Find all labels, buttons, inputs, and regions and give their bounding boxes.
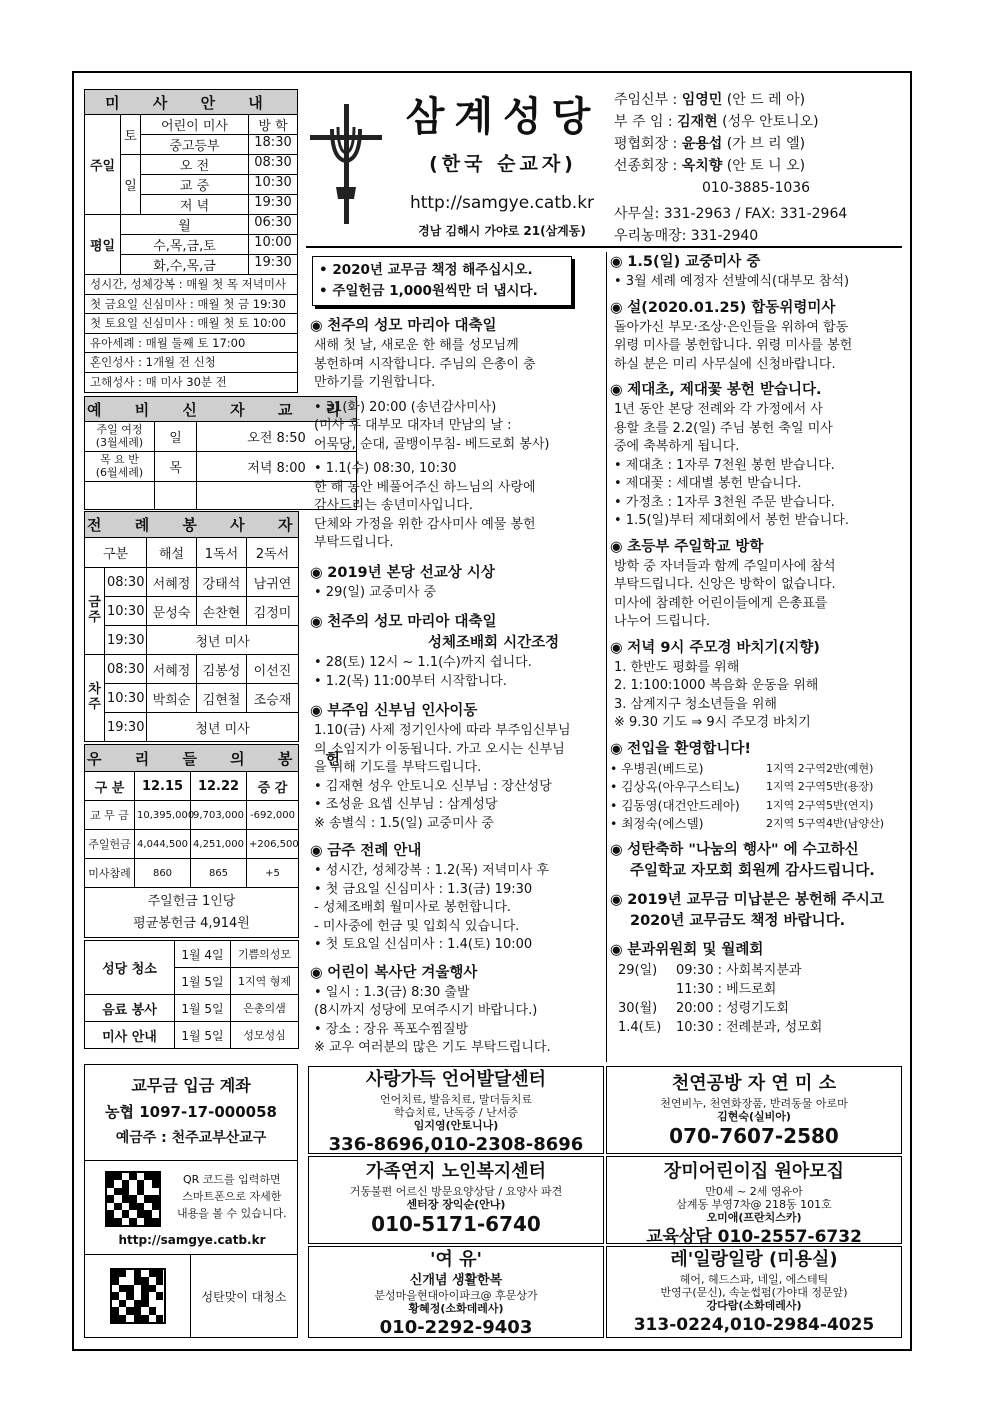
ads-5-p: 313-0224,010-2984-4025 (633, 1315, 875, 1335)
ad-daycare (606, 1156, 902, 1247)
ads-5-t: 레'일랑일랑 (미용실) (670, 1249, 838, 1270)
liturgy-b-0-2: 김봉성 (197, 655, 247, 684)
mass-notes-2: 첫 토요일 신심미사 : 매월 첫 토 10:00 (85, 314, 297, 334)
mass-rows-0-0: 어린이 미사 (141, 115, 249, 134)
catechumen-rows-1-3: 저녁 8:00 (197, 452, 357, 482)
duty-guide: 미사 안내 (85, 1022, 175, 1049)
offering-rows-1-3: +206,500 (247, 830, 299, 859)
mass-rows-4-0: 저 녁 (141, 195, 249, 214)
col1-5-body: 1.10(금) 사제 정기인사에 따라 부주임신부님 의 소임지가 이동됩니다. 가고 오시는 신부님 을 위해 기도를 부탁드립니다. • 김재현 성우 안토니오 신부님 : 장산성당 • 조성윤 요셉 신부님 : 삼계성당 ※ 송별식 : 1.5(일) 교중미사 중 (314, 723, 571, 831)
duty-rows-1-0: 1월 5일 (175, 968, 231, 995)
mass-notes-1: 첫 금요일 신심미사 : 매월 첫 금 19:30 (85, 295, 297, 315)
mass-notes-4: 혼인성사 : 1개월 전 신청 (85, 353, 297, 373)
staff-0-role: 주임신부 : (614, 92, 678, 108)
catechumen-rows-0-1: (3월세례) (95, 435, 144, 449)
liturgy-b-1-0: 10:30 (105, 684, 147, 713)
liturgy-head-0: 구분 (85, 538, 147, 568)
col2-7-title2: 2020년 교무금도 책정 바랍니다. (630, 912, 846, 929)
bank-acct: 농협 1097-17-000058 (105, 1103, 277, 1121)
liturgy-head-1: 해설 (147, 538, 197, 568)
ads-0-t: 사랑가득 언어발달센터 (365, 1069, 547, 1090)
mass-sun_label: 주일 (85, 115, 121, 215)
liturgy-head-3: 2독서 (247, 538, 299, 568)
col2-0-title: ◉ 1.5(일) 교중미사 중 (610, 252, 902, 273)
catechumen-rows-1-0: 목 요 반 (100, 452, 139, 466)
offering-avg1: 주일헌금 1인당 (147, 893, 236, 909)
liturgy-b-1-3: 조승재 (247, 684, 299, 713)
church-subtitle: (한국 순교자) (429, 153, 577, 175)
offering-head-0: 구 분 (85, 772, 135, 801)
col2-5-list-3-1: 2지역 5구역4반(남양산) (766, 817, 885, 830)
mass-sat: 토 (121, 115, 141, 155)
col1-notices (310, 316, 602, 1058)
ads-0-n: 임지영(안토니나) (413, 1119, 499, 1132)
staff-list (614, 89, 904, 247)
col2-5-title: ◉ 전입을 환영합니다! (610, 739, 902, 760)
col2-6-title: ◉ 성탄축하 "나눔의 행사" 에 수고하신 (610, 840, 902, 861)
ads-0-p: 336-8696,010-2308-8696 (328, 1134, 584, 1155)
liturgy-b-0-0: 08:30 (105, 655, 147, 684)
col2-notices (610, 252, 902, 1037)
qr-code-icon[interactable] (105, 1171, 161, 1227)
mass-notes-5: 고해성사 : 매 미사 30분 전 (90, 374, 227, 389)
ads-4-s2: 신개념 생활한복 (409, 1273, 503, 1288)
ads-4-n: 황혜정(소화데레사) (408, 1302, 504, 1315)
ad-hair-salon (606, 1246, 902, 1338)
col1-1-body: • 31(화) 20:00 (송년감사미사) (미사 후 대부모 대자녀 만남의 날 : 어묵당, 순대, 골뱅이무침- 베드로회 봉사) (314, 399, 550, 452)
mass-title: 미 사 안 내 (85, 90, 298, 115)
staff-3-saint: (안 토 니 오) (726, 158, 806, 174)
liturgy-a-1-3: 김정미 (247, 597, 299, 626)
catechumen-rows-1-2: 목 (155, 452, 197, 482)
duty-rows-2-0: 1월 5일 (175, 995, 231, 1022)
mass-rows-3-1: 10:30 (254, 175, 292, 190)
col2-5-list-0-1: 1지역 2구역2반(예현) (766, 761, 874, 775)
ads-3-s: 만0세 ~ 2세 영유아 삼계동 부영7차@ 218동 101호 (676, 1185, 832, 1211)
ads-2-p: 010-5171-6740 (371, 1212, 541, 1236)
ads-1-t: 천연공방 자 연 미 소 (671, 1073, 837, 1094)
col2-8-title: ◉ 분과위원회 및 월례회 (610, 940, 902, 961)
mass-rows-1-1: 18:30 (254, 135, 292, 150)
ads-5-s: 헤어, 헤드스파, 네일, 에스테틱 반영구(문신), 속눈썹펌(가야대 정문앞) (660, 1273, 848, 1299)
ad-language-center (308, 1066, 604, 1154)
staff_phone: 010-3885-1036 (702, 180, 811, 196)
header (306, 89, 902, 243)
offering-rows-0-1: 10,395,000 (135, 801, 191, 830)
col2-1-title: ◉ 설(2020.01.25) 합동위령미사 (610, 298, 902, 319)
ads-1-n: 김현숙(실비아) (717, 1110, 791, 1123)
offering-avg2: 평균봉헌금 4,914원 (133, 915, 250, 931)
ads-2-n: 센터장 장익순(안나) (406, 1198, 506, 1211)
liturgy-youth: 청년 미사 (147, 713, 299, 742)
col2-5-list-1-1: 1지역 2구역5반(용장) (766, 780, 874, 793)
ads-2-t: 가족연지 노인복지센터 (365, 1161, 547, 1182)
col1-4-title: ◉ 천주의 성모 마리아 대축일 (310, 612, 602, 633)
catechumen-rows-0-3: 오전 8:50 (197, 422, 357, 452)
liturgy-title: 전 례 봉 사 자 (85, 512, 299, 538)
col2-5-list-1-0: • 김상옥(아우구스티노) (610, 779, 740, 794)
liturgy-head-2: 1독서 (197, 538, 247, 568)
mass-weekday_rows-1-1: 10:00 (254, 235, 292, 250)
col2-1-body: 돌아가신 부모·조상·은인들을 위하여 합동 위령 미사를 봉헌합니다. 위령 미사를 봉헌 하실 분은 미리 사무실에 신청바랍니다. (614, 319, 853, 372)
liturgy-a-0-1: 서혜정 (147, 568, 197, 597)
col2-3-title: ◉ 초등부 주일학교 방학 (610, 537, 902, 558)
staff-1-role: 부 주 임 : (614, 114, 673, 130)
header-divider (306, 246, 902, 248)
ads-4-s: 분성마을현대아이파크@ 후문상가 (374, 1289, 538, 1302)
col2-4-title: ◉ 저녁 9시 주모경 바치기(지향) (610, 638, 902, 659)
col1-7-body: • 일시 : 1.3(금) 8:30 출발 (8시까지 성당에 모여주시기 바랍니다.) • 장소 : 장유 폭포수찜질방 ※ 교우 여러분의 많은 기도 부탁드립니다. (314, 984, 551, 1055)
qr-text: QR 코드를 입력하면 스마트폰으로 자세한 내용을 볼 수 있습니다. (177, 1173, 287, 1220)
ads-1-p: 070-7607-2580 (669, 1124, 839, 1148)
col1-4-body: • 28(토) 12시 ~ 1.1(수)까지 쉽니다. • 1.2(목) 11:00부터 시작합니다. (314, 655, 532, 689)
col2-5-list-3-0: • 최정숙(에스델) (610, 816, 704, 831)
duty-rows-2-1: 은총의샘 (231, 995, 299, 1022)
mass-weekday_rows-2-1: 19:30 (254, 255, 292, 270)
offering-head-2: 12.22 (191, 772, 247, 801)
ads-0-s: 언어치료, 발음치료, 말더듬치료 학습치료, 난독증 / 난서증 (379, 1093, 533, 1119)
col2-4-body: 1. 한반도 평화를 위해 2. 1:100:1000 복음화 운동을 위해 3. 삼계지구 청소년들을 위해 ※ 9.30 기도 ⇒ 9시 주모경 바치기 (614, 659, 819, 730)
offering-rows-1-0: 주일헌금 (85, 830, 135, 859)
mass-rows-2-1: 08:30 (254, 155, 292, 170)
staff-0-saint: (안 드 레 아) (726, 92, 806, 108)
duty-rows-0-0: 1월 4일 (175, 941, 231, 968)
col2-8-sched-2-0: 30(월) (618, 1000, 658, 1016)
col2-7-title: ◉ 2019년 교무금 미납분은 봉헌해 주시고 (610, 890, 902, 911)
mass-weekday_rows-2-0: 화,수,목,금 (121, 255, 249, 274)
offering-rows-0-3: -692,000 (247, 801, 299, 830)
staff-1-saint: (성우 안토니오) (722, 114, 819, 130)
liturgy-a-1-1: 문성숙 (147, 597, 197, 626)
liturgy-a-1-2: 손찬현 (197, 597, 247, 626)
mass-weekday_rows-1-0: 수,목,금,토 (121, 235, 249, 254)
ads-2-s: 거동불편 어르신 방문요양상담 / 요양사 파견 (349, 1185, 563, 1198)
mass-notes-3: 유아세례 : 매월 둘째 토 17:00 (85, 334, 297, 354)
liturgy-a-0-2: 강태석 (197, 568, 247, 597)
col1-0-body: 새해 첫 날, 새로운 한 해를 성모님께 봉헌하며 시작합니다. 주님의 은총이 충 만하기를 기원합니다. (314, 338, 536, 390)
col2-2-body: 1년 동안 본당 전례와 각 가정에서 사 용할 초를 2.2(일) 주님 봉헌 축일 미사 중에 축복하게 됩니다. • 제대초 : 1자루 7천원 봉헌 받습니다. • 제대꽃 : 세대별 봉헌 받습니다. • 가정초 : 1자루 3천원 주문 받습니다. • 1.5(일)부터 제대회에서 봉헌 받습니다. (614, 402, 849, 528)
mass-weekday_rows-0-1: 06:30 (254, 215, 292, 230)
col2-5-list-0-0: • 우병권(베드로) (610, 760, 704, 776)
col1-5-title: ◉ 부주임 신부님 인사이동 (310, 701, 602, 722)
mass-weekday_rows-0-0: 월 (121, 215, 249, 234)
col2-5-list-2-0: • 김동영(대건안드레아) (610, 797, 740, 813)
duty-rows-1-1: 1지역 형제 (231, 968, 299, 995)
liturgy-a-1-0: 10:30 (105, 597, 147, 626)
offering-rows-2-2: 865 (191, 859, 247, 888)
church-address: 경남 김해시 가야로 21(삼계동) (418, 224, 586, 238)
notice_box-1: • 주일헌금 1,000원씩만 더 냅시다. (319, 283, 538, 299)
duty-table (84, 940, 298, 1049)
staff-1-name: 김재현 (677, 114, 718, 130)
bank-box (84, 1064, 298, 1338)
col2-8-sched-3-0: 1.4(토) (618, 1019, 662, 1035)
bank-title: 교무금 입금 계좌 (131, 1076, 251, 1095)
duty-drink: 음료 봉사 (85, 995, 175, 1022)
offering-rows-0-0: 교 무 금 (85, 801, 135, 830)
col1-0-title: ◉ 천주의 성모 마리아 대축일 (310, 316, 602, 337)
liturgy-b-1-1: 박희순 (147, 684, 197, 713)
ad-natural-smile (606, 1066, 902, 1154)
liturgy-a-0-3: 남귀연 (247, 568, 299, 597)
duty-rows-3-1: 성모성심 (231, 1022, 299, 1049)
col2-8-sched-1-0 (610, 980, 676, 999)
mass-rows-3-0: 교 중 (141, 175, 249, 194)
liturgy-a-0-0: 08:30 (105, 568, 147, 597)
ads-1-s: 천연비누, 천연화장품, 반려동물 아로마 (660, 1097, 848, 1110)
qr-chat: 성탄맞이 대청소 (201, 1289, 287, 1304)
staff-2-role: 평협회장 : (614, 136, 678, 152)
staff-2-saint: (가 브 리 엘) (726, 136, 806, 152)
col2-5-list-2-1: 1지역 2구역5반(연지) (766, 798, 874, 812)
ads-3-t: 장미어린이집 원아모집 (663, 1161, 845, 1182)
col2-6-title2: 주일학교 자모회 회원께 감사드립니다. (630, 862, 875, 879)
col2-0-body: • 3월 세례 예정자 선발예식(대부모 참석) (614, 274, 850, 289)
ads-3-p: 교육상담 010-2557-6732 (646, 1227, 862, 1247)
col1-3-title: ◉ 2019년 본당 선교상 시상 (310, 563, 602, 584)
col1-3-body: • 29(일) 교중미사 중 (314, 584, 437, 600)
liturgy-youth: 청년 미사 (147, 626, 299, 655)
chat-qr-icon[interactable] (110, 1268, 166, 1324)
col1-4-sub: 성체조배회 시간조정 (428, 635, 560, 651)
liturgy-table (84, 511, 307, 742)
offering-rows-2-1: 860 (135, 859, 191, 888)
staff-3-role: 선종회장 : (614, 158, 678, 174)
col2-8-sched-0-1: 09:30 : 사회복지분과 (676, 962, 802, 978)
bank-holder: 예금주 : 천주교부산교구 (115, 1130, 267, 1146)
col2-8-sched-3-1: 10:30 : 전례분과, 성모회 (676, 1019, 823, 1035)
ads-3-n: 오미애(프란치스카) (706, 1211, 802, 1224)
col2-8-sched-0-0: 29(일) (618, 962, 658, 978)
col1-2-body: • 1.1(수) 08:30, 10:30 한 해 동안 베풀어주신 하느님의 사랑에 감사드리는 송년미사입니다. 단체와 가정을 위한 감사미사 예물 봉헌 부탁드립니다. (314, 461, 536, 550)
mass-schedule (84, 89, 298, 393)
offering-rows-1-2: 4,251,000 (191, 830, 247, 859)
catechumen-rows-1-1: (6월세례) (95, 465, 144, 479)
catechumen-title: 예 비 신 자 교 리 (85, 397, 357, 422)
col2-8-sched-1-1: 11:30 : 베드로회 (676, 981, 777, 997)
offering-rows-2-0: 미사참례 (85, 859, 135, 888)
ad-hanbok (308, 1246, 604, 1338)
liturgy-b-0-3: 이선진 (247, 655, 299, 684)
mass-notes-0: 성시간, 성체강복 : 매월 첫 목 저녁미사 (85, 275, 297, 295)
staff-3-name: 옥치향 (681, 158, 723, 174)
mass-rows-2-0: 오 전 (141, 155, 249, 174)
staff-2-name: 윤용섭 (681, 136, 723, 152)
liturgy-a-2-0: 19:30 (105, 626, 147, 655)
farm: 우리농매장: 331-2940 (614, 228, 759, 244)
col1-6-title: ◉ 금주 전례 안내 (310, 841, 602, 862)
offering-title: 우 리 들 의 봉 헌 (85, 745, 299, 772)
offering-rows-2-3: +5 (247, 859, 299, 888)
catechumen-rows-0-0: 주일 여정 (96, 422, 143, 436)
office: 사무실: 331-2963 / FAX: 331-2964 (614, 206, 848, 222)
col2-8-sched-2-1: 20:00 : 성령기도회 (676, 1000, 789, 1016)
staff-0-name: 임영민 (681, 92, 723, 108)
offering-table (84, 744, 355, 938)
col2-3-body: 방학 중 자녀들과 함께 주일미사에 참석 부탁드립니다. 신앙은 방학이 없습니다. 미사에 참례한 어린이들에게 은총표를 나누어 드립니다. (614, 558, 836, 629)
mass-weekday_label: 평일 (85, 215, 121, 275)
liturgy-this_week: 금주 (85, 568, 105, 655)
offering-head-3: 증 감 (247, 772, 299, 801)
col1-6-body: • 성시간, 성체강복 : 1.2(목) 저녁미사 후 • 첫 금요일 신심미사 : 1.3(금) 19:30 - 성체조배회 월미사로 봉헌합니다. - 미사중에 헌금 및 입회식 있습니다. • 첫 토요일 신심미사 : 1.4(토) 10:00 (314, 863, 550, 952)
catechumen-rows-0-2: 일 (155, 422, 197, 452)
offering-head-1: 12.15 (135, 772, 191, 801)
mass-rows-1-0: 중고등부 (141, 135, 249, 154)
col2-2-title: ◉ 제대초, 제대꽃 봉헌 받습니다. (610, 380, 902, 401)
mass-rows-4-1: 19:30 (254, 195, 292, 210)
church-name: 삼계성당 (405, 94, 601, 140)
ads-4-t: '여 유' (429, 1249, 483, 1270)
ads-5-n: 강다람(소화데레사) (706, 1299, 802, 1312)
cross-logo-icon (306, 99, 386, 229)
duty-rows-3-0: 1월 5일 (175, 1022, 231, 1049)
notice-box (312, 256, 572, 306)
website-link[interactable]: http://samgye.catb.kr (118, 1233, 266, 1247)
duty-clean: 성당 청소 (85, 941, 175, 995)
mass-sun_day: 일 (121, 155, 141, 215)
liturgy-b-2-0: 19:30 (105, 713, 147, 742)
col1-7-title: ◉ 어린이 복사단 겨울행사 (310, 963, 602, 984)
liturgy-b-1-2: 김현철 (197, 684, 247, 713)
catechumen-table (84, 396, 355, 510)
church-url[interactable]: http://samgye.catb.kr (409, 193, 595, 213)
liturgy-next_week: 차주 (85, 655, 105, 742)
ads-4-p: 010-2292-9403 (379, 1317, 533, 1338)
offering-rows-0-2: 9,703,000 (191, 801, 247, 830)
liturgy-b-0-1: 서혜정 (147, 655, 197, 684)
duty-rows-0-1: 기쁨의성모 (231, 941, 299, 968)
mass-rows-0-1: 방 학 (258, 119, 288, 134)
offering-rows-1-1: 4,044,500 (135, 830, 191, 859)
notice_box-0: • 2020년 교무금 책정 해주십시오. (319, 262, 533, 278)
ad-elderly-center (308, 1156, 604, 1244)
